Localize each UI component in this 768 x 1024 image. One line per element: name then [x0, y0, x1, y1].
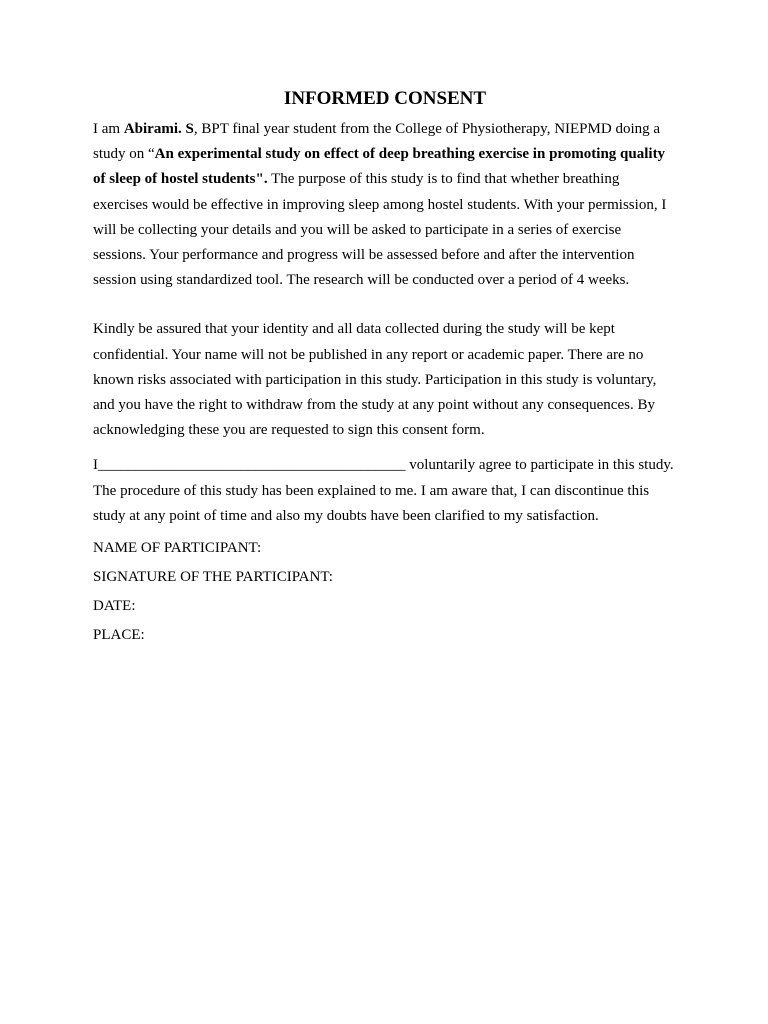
confidentiality-paragraph: Kindly be assured that your identity and all data collected during the study will be kept confidential. Your name will not be published in any report or academic paper. There are no known risks associated with participation in this study. Participation in this study is voluntary, and you have the right to withdraw from the study at any point without any consequences. By acknowledging these you are requested to sign this consent form.	[93, 321, 657, 439]
study-title: An experimental study on effect of deep breathing exercise in promoting quality of sleep of hostel students".	[93, 146, 666, 188]
intro-paragraph	[93, 117, 677, 293]
researcher-name: Abirami. S	[123, 121, 194, 137]
intro-text-end: The purpose of this study is to find that whether breathing exercises would be effective in improving sleep among hostel students. With your permission, I will be collecting your details and you will be asked to participate in a series of exercise sessions. Your performance and progress will be assessed before and after the intervention session using standardized tool. The research will be conducted over a period of 4 weeks.	[93, 171, 667, 289]
intro-text-middle: , BPT final year student from the College of Physiotherapy, NIEPMD doing a study on “	[93, 121, 661, 163]
document-title: INFORMED CONSENT	[283, 88, 487, 109]
date-label: DATE:	[93, 598, 136, 615]
participant-name-label: NAME OF PARTICIPANT:	[93, 540, 262, 557]
participant-signature-label: SIGNATURE OF THE PARTICIPANT:	[93, 569, 333, 586]
place-label: PLACE:	[93, 627, 145, 644]
consent-document	[93, 86, 677, 654]
intro-text-start: I am	[93, 121, 124, 137]
agreement-paragraph: I_________________________________________ voluntarily agree to participate in this study. The procedure of this study has been explained to me. I am aware that, I can discontinue this study at any point of time and also my doubts have been clarified to my satisfaction.	[93, 457, 674, 524]
